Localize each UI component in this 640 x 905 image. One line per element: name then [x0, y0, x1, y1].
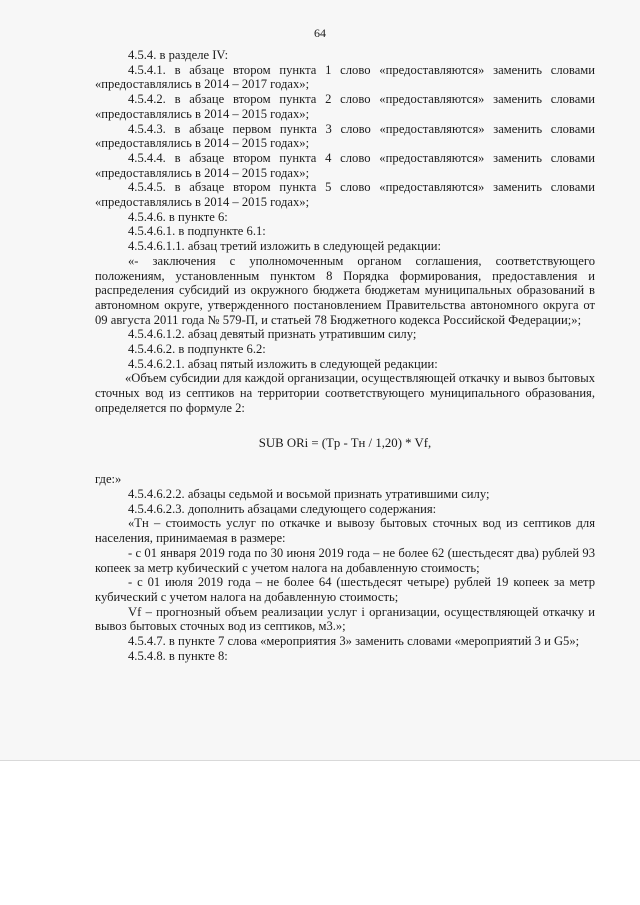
paragraph-4-5-4-6-1-2: 4.5.4.6.1.2. абзац девятый признать утратившим силу;: [128, 327, 417, 342]
quoted-clause-subsidy: «Объем субсидии для каждой организации, осуществляющей откачку и вывоз бытовых сточных вод из септиков на территории соответствующего муниципального образования, определяется по формуле 2:: [95, 371, 596, 415]
paragraph-4-5-4-6-2-1: 4.5.4.6.2.1. абзац пятый изложить в следующей редакции:: [128, 356, 438, 371]
formula-where: где:»: [95, 472, 122, 487]
quoted-clause-tariff: «Tн – стоимость услуг по откачке и вывозу бытовых сточных вод из септиков для населения, принимаемая в размере:: [95, 516, 595, 546]
volume-definition: Vf – прогнозный объем реализации услуг i организации, осуществляющей откачку и вывоз бытовых сточных вод из септиков, м3.»;: [95, 604, 595, 634]
paragraph-4-5-4-2: 4.5.4.2. в абзаце втором пункта 2 слово «предоставляются» заменить словами «предоставлялись в 2014 – 2015 годах»;: [95, 92, 595, 121]
paragraph-4-5-4-1: 4.5.4.1. в абзаце втором пункта 1 слово «предоставляются» заменить словами «предоставлялись в 2014 – 2017 годах»;: [95, 62, 595, 92]
paragraph-4-5-4-7: 4.5.4.7. в пункте 7 слова «мероприятия 3» заменить словами «мероприятий 3 и G5»;: [128, 634, 580, 649]
paragraph-4-5-4-3: 4.5.4.3. в абзаце первом пункта 3 слово «предоставляются» заменить словами «предоставлялись в 2014 – 2015 годах»;: [95, 121, 595, 151]
document-body: [95, 48, 595, 663]
tariff-period-1: - с 01 января 2019 года по 30 июня 2019 года – не более 62 (шестьдесят два) рублей 93 копеек за метр кубический с учетом налога на добавленную стоимость;: [95, 545, 595, 575]
paragraph-4-5-4-6-2-3: 4.5.4.6.2.3. дополнить абзацами следующего содержания:: [128, 501, 437, 516]
paragraph-4-5-4-6-1: 4.5.4.6.1. в подпункте 6.1:: [128, 224, 266, 239]
paragraph-4-5-4-5: 4.5.4.5. в абзаце втором пункта 5 слово «предоставляются» заменить словами «предоставлялись в 2014 – 2015 годах»;: [95, 180, 595, 210]
paragraph-4-5-4-6: 4.5.4.6. в пункте 6:: [128, 209, 228, 224]
formula-2: SUB ORi = (Tp - Tн / 1,20) * Vf,: [258, 435, 432, 450]
paragraph-4-5-4-6-2: 4.5.4.6.2. в подпункте 6.2:: [128, 342, 266, 357]
page-number: 64: [314, 26, 326, 40]
paragraph-4-5-4-4: 4.5.4.4. в абзаце втором пункта 4 слово «предоставляются» заменить словами «предоставлялись в 2014 – 2015 годах»;: [95, 150, 595, 180]
quoted-clause-agreement: «- заключения с уполномоченным органом соглашения, соответствующего положениям, установленным пунктом 8 Порядка формирования, предоставления и распределения субсидий из окружного бюджета бюджетам муниципальных образований в автономном округе, утвержденного постановлением Правительства автономного округа от 09 августа 2011 года № 579-П, и статьей 78 Бюджетного кодекса Российской Федерации;»;: [95, 253, 595, 327]
paragraph-4-5-4: 4.5.4. в разделе IV:: [128, 48, 229, 62]
paragraph-4-5-4-6-1-1: 4.5.4.6.1.1. абзац третий изложить в следующей редакции:: [128, 239, 441, 254]
paragraph-4-5-4-8: 4.5.4.8. в пункте 8:: [128, 648, 228, 663]
tariff-period-2: - с 01 июля 2019 года – не более 64 (шестьдесят четыре) рублей 19 копеек за метр кубический с учетом налога на добавленную стоимость;: [95, 575, 595, 604]
paragraph-4-5-4-6-2-2: 4.5.4.6.2.2. абзацы седьмой и восьмой признать утратившими силу;: [128, 486, 490, 501]
